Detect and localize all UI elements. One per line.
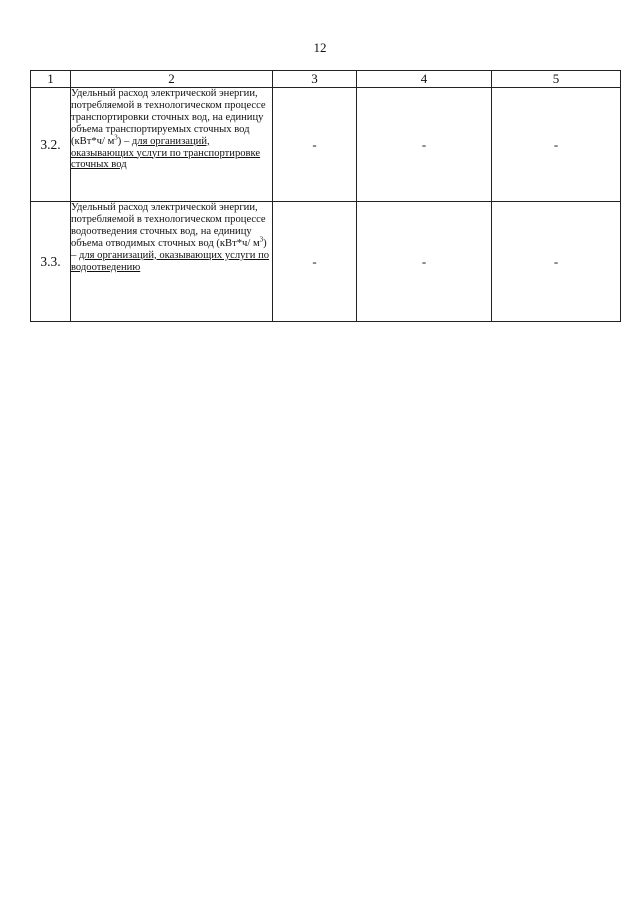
value-col-4: - [357,88,492,202]
column-header-1: 1 [31,71,71,88]
column-header-3: 3 [273,71,357,88]
row-description [71,88,273,202]
row-number: 3.2. [31,88,71,202]
table-header-row [31,71,621,88]
indicator-table [30,70,621,322]
description-tail: ) – [117,135,132,147]
value-col-5: - [492,88,621,202]
superscript: 3 [259,235,264,244]
table-row [31,88,621,202]
column-header-2: 2 [71,71,273,88]
table-row [31,202,621,322]
value-col-3: - [273,88,357,202]
description-text: Удельный расход электрической энергии, потребляемой в технологическом процессе водоотведения сточных вод, на единицу объема отводимых сточных вод (кВт*ч/ м [71,202,266,249]
column-header-4: 4 [357,71,492,88]
value-col-3: - [273,202,357,322]
value-col-5: - [492,202,621,322]
description-text: Удельный расход электрической энергии, потребляемой в технологическом процессе транспортировки сточных вод, на единицу объема транспортируемых сточных вод (кВт*ч/ м [71,88,266,147]
description-underlined: для организаций, оказывающих услуги по транспортировке сточных вод [71,135,261,171]
row-number: 3.3. [31,202,71,322]
value-col-4: - [357,202,492,322]
row-description [71,202,273,322]
superscript: 3 [114,133,118,142]
page-number: 12 [313,40,327,55]
description-underlined: для организаций, оказывающих услуги по водоотведению [71,249,270,273]
description-tail: ) – [71,237,267,261]
column-header-5: 5 [492,71,621,88]
